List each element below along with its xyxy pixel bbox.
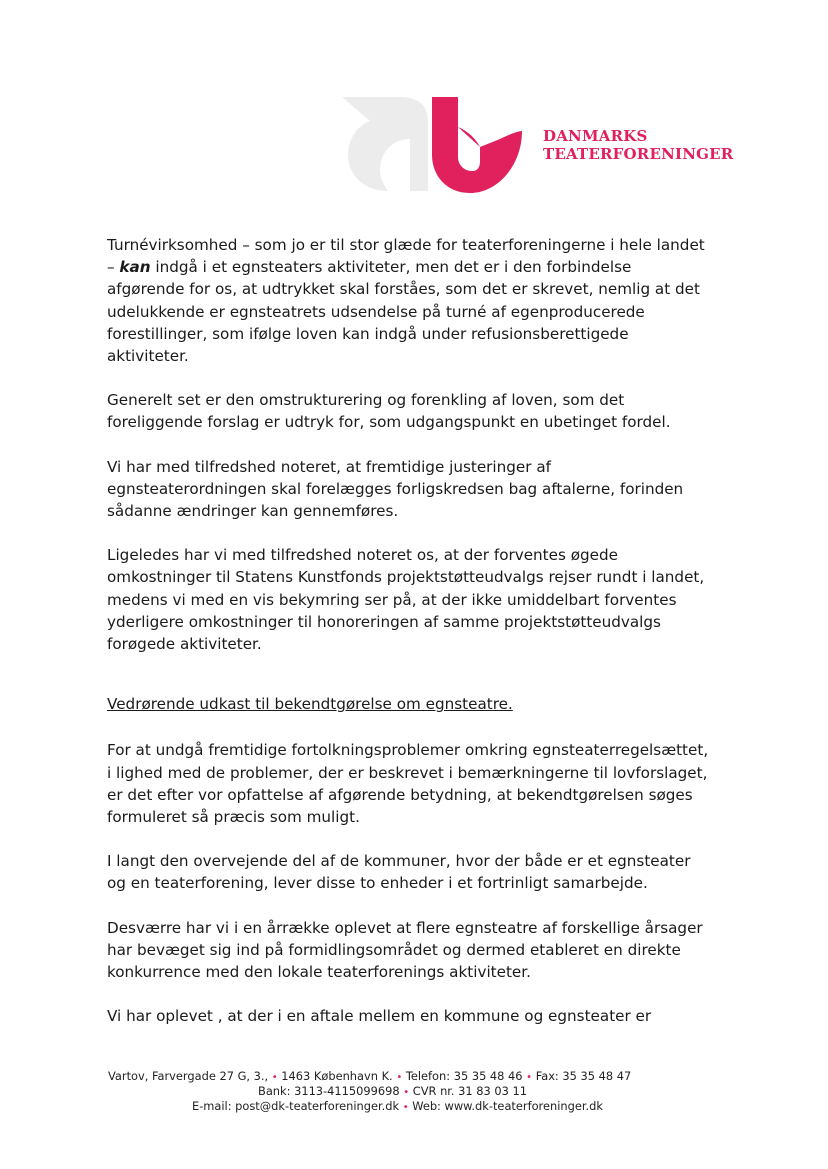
footer-address: Vartov, Farvergade 27 G, 3., [108, 1069, 269, 1083]
page-footer [108, 1069, 718, 1114]
paragraph-competition: Desværre har vi i en årrække oplevet at flere egnsteatre af forskellige årsager har bevæget sig ind på formidlingsområdet og dermed etableret en direkte konkurrence med den lokale teaterforenings aktiviteter. [107, 918, 703, 982]
separator-dot: • [403, 1087, 410, 1098]
paragraph-turne [107, 234, 713, 367]
paragraph-costs: Ligeledes har vi med tilfredshed noteret os, at der forventes øgede omkostninger til Statens Kunstfonds projektstøtteudvalgs rejser rundt i landet, medens vi med en vis bekymring ser på, at der ikke umiddelbart forventes yderligere omkostninger til honoreringen af samme projektstøtteudvalgs forøgede aktiviteter. [107, 546, 705, 654]
separator-dot: • [396, 1072, 403, 1083]
section-heading: Vedrørende udkast til bekendtgørelse om egnsteatre. [107, 695, 513, 714]
footer-city: 1463 København K. [281, 1069, 393, 1083]
brand-line-1: DANMARKS [543, 127, 648, 145]
letter-body [107, 234, 713, 1049]
footer-row-contact [108, 1099, 718, 1114]
paragraph-agreement: Vi har oplevet , at der i en aftale mellem en kommune og egnsteater er [107, 1007, 652, 1026]
footer-row-address [108, 1069, 718, 1084]
footer-email: E-mail: post@dk-teaterforeninger.dk [192, 1099, 400, 1113]
paragraph-interpretation: For at undgå fremtidige fortolkningsproblemer omkring egnsteaterregelsættet, i lighed med de problemer, der er beskrevet i bemærkningerne til lovforslaget, er det efter vor opfattelse af afgørende betydning, at bekendtgørelsen søges formuleret så præcis som muligt. [107, 741, 709, 827]
organization-logo [340, 95, 734, 200]
paragraph-adjustments: Vi har med tilfredshed noteret, at fremtidige justeringer af egnsteaterordningen skal forelægges forligskredsen bag aftalerne, forinden sådanne ændringer kan gennemføres. [107, 457, 684, 521]
separator-dot: • [271, 1072, 278, 1083]
footer-row-bank [108, 1084, 718, 1099]
footer-fax: Fax: 35 35 48 47 [535, 1069, 632, 1083]
separator-dot: • [402, 1102, 409, 1113]
brand-name [543, 127, 733, 163]
footer-phone: Telefon: 35 35 48 46 [405, 1069, 523, 1083]
paragraph-cooperation: I langt den overvejende del af de kommuner, hvor der både er et egnsteater og en teaterforening, lever disse to enheder i et fortrinligt samarbejde. [107, 852, 691, 893]
footer-cvr: CVR nr. 31 83 03 11 [412, 1084, 528, 1098]
paragraph-text: Turnévirksomhed – som jo er til stor glæde for teaterforeningerne i hele landet – [107, 236, 705, 277]
emphasis-kan: kan [119, 258, 151, 277]
dt-logo-mark [340, 95, 540, 200]
paragraph-text: indgå i et egnsteaters aktiviteter, men det er i den forbindelse afgørende for os, at udtrykket skal forståes, som det er skrevet, nemlig at det udelukkende er egnsteatrets udsendelse på turné af egenproducerede forestillinger, som ifølge loven kan indgå under refusionsberettigede aktiviteter. [107, 258, 700, 366]
footer-bank: Bank: 3113-4115099698 [258, 1084, 400, 1098]
paragraph-general: Generelt set er den omstrukturering og forenkling af loven, som det foreliggende forslag er udtryk for, som udgangspunkt en ubetinget fordel. [107, 391, 671, 432]
brand-line-2: TEATERFORENINGER [543, 145, 734, 163]
footer-web: Web: www.dk-teaterforeninger.dk [412, 1099, 603, 1113]
separator-dot: • [526, 1072, 533, 1083]
